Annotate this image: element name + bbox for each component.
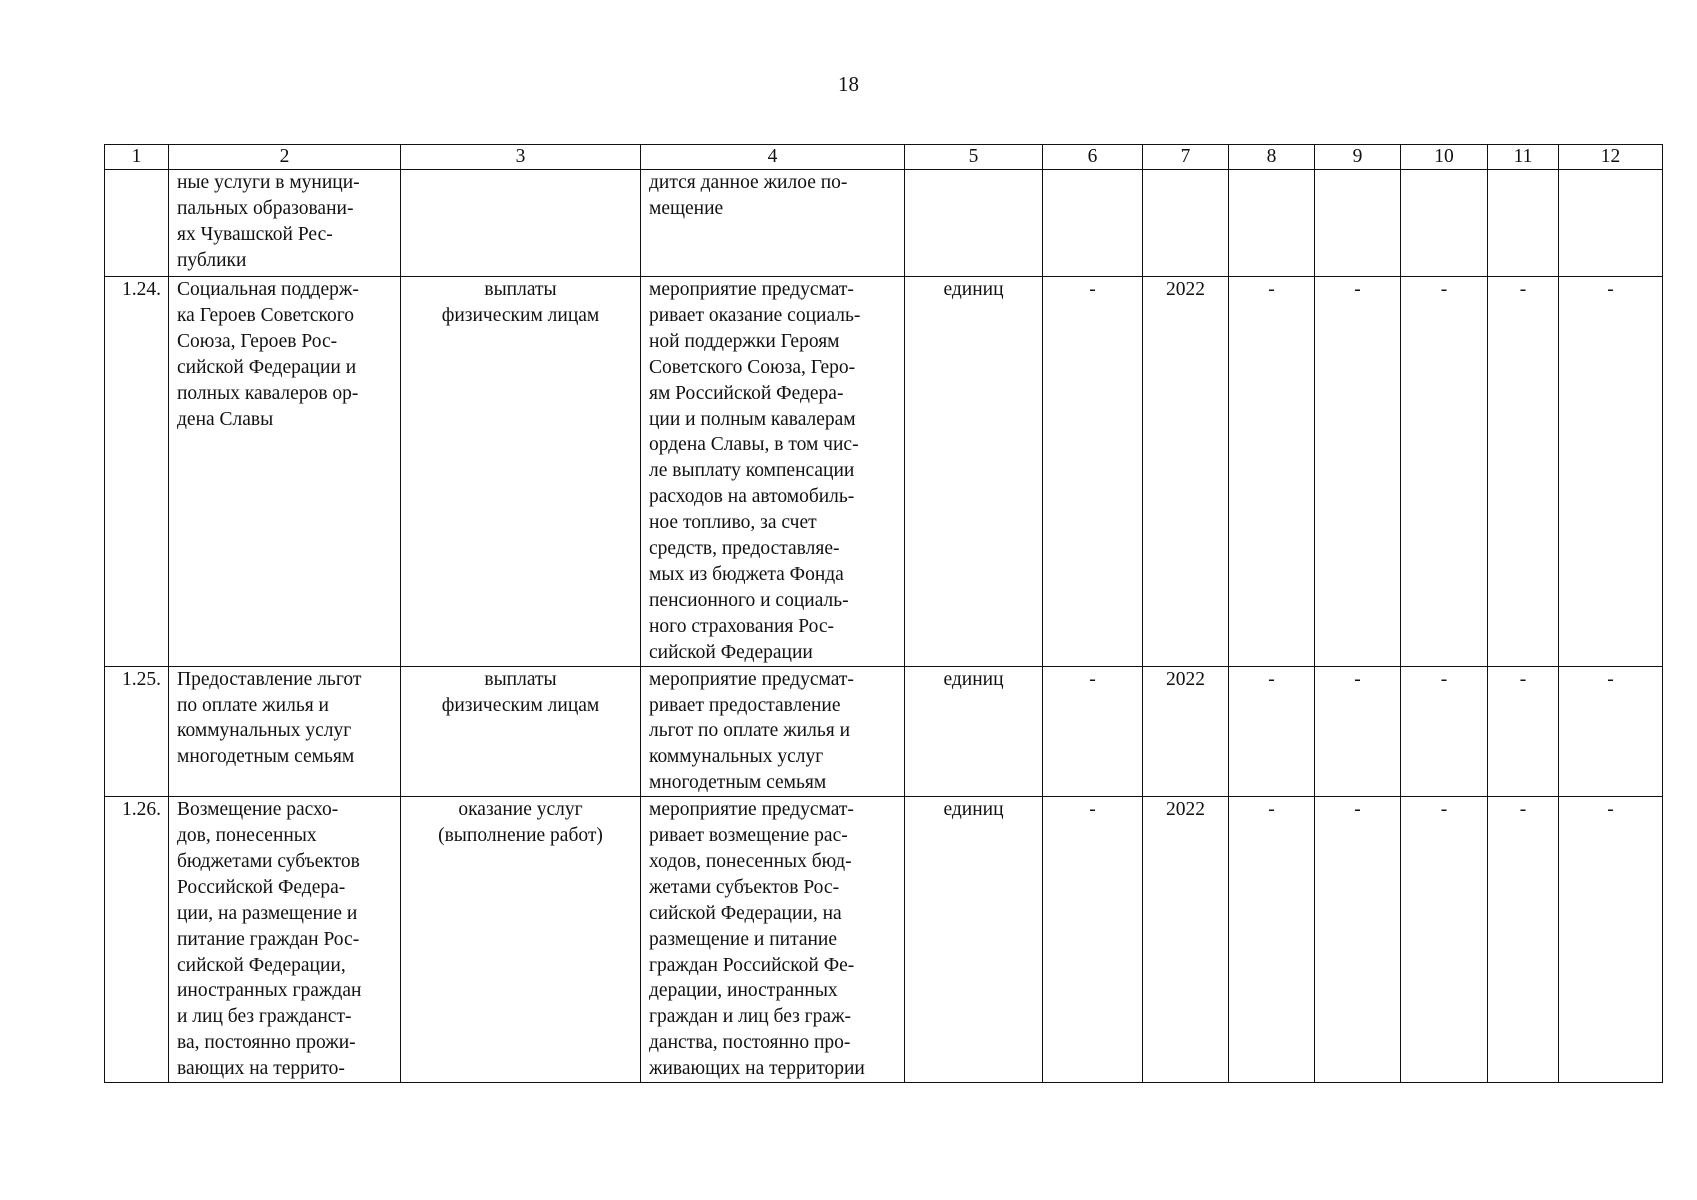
column-header: 6 [1043,145,1143,170]
value-cell [1488,170,1559,277]
measure-description: дится данное жилое по- мещение [641,170,905,277]
value-cell [1401,170,1488,277]
value-cell: - [1488,797,1559,1083]
table-row [105,797,1663,1083]
column-header: 12 [1559,145,1663,170]
measure-name: Предоставление льгот по оплате жилья и коммунальных услуг многодетным семьям [169,666,401,797]
program-measures-table [104,144,1663,1083]
value-cell: - [1229,797,1315,1083]
value-cell [1315,170,1401,277]
value-cell: - [1488,666,1559,797]
measure-name: Возмещение расхо- дов, понесенных бюджетами субъектов Российской Федера- ции, на размещение и питание граждан Рос- сийской Федерации, иностранных граждан и лиц без гражданст- ва, постоянно прожи- вающих на террито- [169,797,401,1083]
row-number: 1.25. [105,666,169,797]
value-cell: - [1401,797,1488,1083]
measure-description: мероприятие предусмат- ривает предоставление льгот по оплате жилья и коммунальных услуг многодетным семьям [641,666,905,797]
column-header: 7 [1143,145,1229,170]
row-number [105,170,169,277]
measure-name: ные услуги в муници- пальных образовани- ях Чувашской Рес- публики [169,170,401,277]
unit-cell: единиц [905,277,1043,667]
value-cell: - [1488,277,1559,667]
value-cell: - [1043,666,1143,797]
column-number-row [105,145,1663,170]
value-cell: - [1229,666,1315,797]
value-cell: - [1401,277,1488,667]
unit-cell: единиц [905,797,1043,1083]
value-cell [1043,170,1143,277]
year-cell [1143,170,1229,277]
column-header: 1 [105,145,169,170]
table-row [105,666,1663,797]
value-cell [1229,170,1315,277]
year-cell: 2022 [1143,277,1229,667]
column-header: 2 [169,145,401,170]
measure-type: выплаты физическим лицам [401,277,641,667]
value-cell: - [1229,277,1315,667]
table-row [105,170,1663,277]
measure-description: мероприятие предусмат- ривает оказание социаль- ной поддержки Героям Советского Союза, Геро- ям Российской Федера- ции и полным кавалерам ордена Славы, в том чис- ле выплату компенсации расходов на автомобиль- ное топливо, за счет средств, предоставляе- мых из бюджета Фонда пенсионного и социаль- ного страхования Рос- сийской Федерации [641,277,905,667]
column-header: 10 [1401,145,1488,170]
measure-type: оказание услуг (выполнение работ) [401,797,641,1083]
value-cell: - [1559,277,1663,667]
value-cell: - [1315,277,1401,667]
value-cell: - [1401,666,1488,797]
measure-type [401,170,641,277]
value-cell: - [1043,797,1143,1083]
row-number: 1.26. [105,797,169,1083]
value-cell: - [1559,666,1663,797]
page-number: 18 [838,72,859,96]
value-cell: - [1315,666,1401,797]
measure-type: выплаты физическим лицам [401,666,641,797]
year-cell: 2022 [1143,797,1229,1083]
row-number: 1.24. [105,277,169,667]
column-header: 3 [401,145,641,170]
value-cell: - [1043,277,1143,667]
value-cell [1559,170,1663,277]
unit-cell [905,170,1043,277]
column-header: 8 [1229,145,1315,170]
measure-name: Социальная поддерж- ка Героев Советского Союза, Героев Рос- сийской Федерации и полных кавалеров ор- дена Славы [169,277,401,667]
table-row [105,277,1663,667]
column-header: 9 [1315,145,1401,170]
measure-description: мероприятие предусмат- ривает возмещение рас- ходов, понесенных бюд- жетами субъектов Рос- сийской Федерации, на размещение и питание граждан Российской Фе- дерации, иностранных граждан и лиц без граж- данства, постоянно про- живающих на территории [641,797,905,1083]
value-cell: - [1559,797,1663,1083]
year-cell: 2022 [1143,666,1229,797]
unit-cell: единиц [905,666,1043,797]
column-header: 4 [641,145,905,170]
column-header: 5 [905,145,1043,170]
column-header: 11 [1488,145,1559,170]
value-cell: - [1315,797,1401,1083]
